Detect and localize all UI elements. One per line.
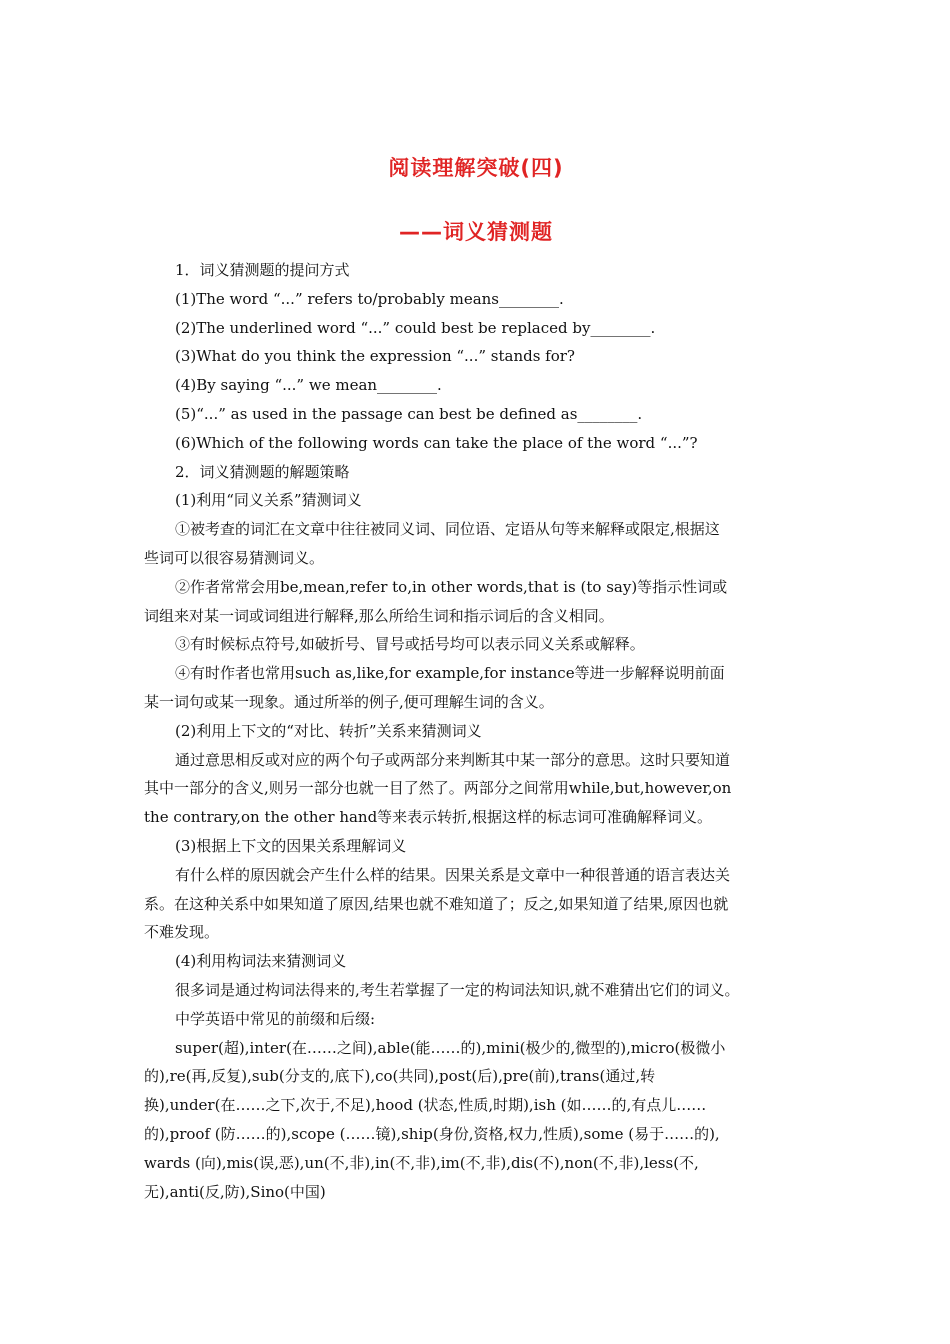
text-line: (3)根据上下文的因果关系理解词义 xyxy=(175,836,407,855)
text-line: 不难发现。 xyxy=(144,923,220,942)
text-line: 很多词是通过构词法得来的,考生若掌握了一定的构词法知识,就不难猜出它们的词义。 xyxy=(175,980,740,999)
text-line: 的),re(再,反复),sub(分支的,底下),co(共同),post(后),pre(前),trans(通过,转 xyxy=(144,1067,656,1086)
text-line: 通过意思相反或对应的两个句子或两部分来判断其中某一部分的意思。这时只要知道 xyxy=(175,750,731,769)
page-subtitle: ——词义猜测题 xyxy=(399,220,553,244)
document-page xyxy=(144,0,808,1344)
text-line: (2)利用上下文的“对比、转折”关系来猜测词义 xyxy=(175,721,482,740)
text-line: the contrary,on the other hand等来表示转折,根据这样的标志词可准确解释词义。 xyxy=(144,808,712,827)
text-line: (1)The word “...” refers to/probably means________. xyxy=(175,289,564,308)
text-line: 2．词义猜测题的解题策略 xyxy=(175,462,350,481)
page-title: 阅读理解突破(四) xyxy=(388,156,564,180)
document-body xyxy=(144,256,808,1206)
text-line: 词组来对某一词或词组进行解释,那么所给生词和指示词后的含义相同。 xyxy=(144,606,614,625)
text-line: 无),anti(反,防),Sino(中国) xyxy=(144,1182,326,1201)
text-line: (3)What do you think the expression “...” stands for? xyxy=(175,347,575,366)
text-line: 有什么样的原因就会产生什么样的结果。因果关系是文章中一种很普通的语言表达关 xyxy=(175,865,731,884)
text-line: wards (向),mis(误,恶),un(不,非),in(不,非),im(不,非),dis(不),non(不,非),less(不, xyxy=(144,1153,699,1172)
text-line: ②作者常常会用be,mean,refer to,in other words,that is (to say)等指示性词或 xyxy=(175,577,728,596)
text-line: 某一词句或某一现象。通过所举的例子,便可理解生词的含义。 xyxy=(144,692,554,711)
text-line: 中学英语中常见的前缀和后缀: xyxy=(175,1009,376,1028)
text-line: 1．词义猜测题的提问方式 xyxy=(175,261,350,279)
text-line: super(超),inter(在……之间),able(能……的),mini(极少的,微型的),micro(极微小 xyxy=(175,1038,726,1057)
text-line: (5)“...” as used in the passage can best be defined as________. xyxy=(175,404,643,423)
text-line: (4)By saying “...” we mean________. xyxy=(175,376,442,395)
text-line: 换),under(在……之下,次于,不足),hood (状态,性质,时期),ish (如……的,有点儿…… xyxy=(144,1096,707,1115)
text-line: 系。在这种关系中如果知道了原因,结果也就不难知道了；反之,如果知道了结果,原因也就 xyxy=(144,894,729,913)
text-line: (2)The underlined word “...” could best be replaced by________. xyxy=(175,318,656,337)
text-line: 其中一部分的含义,则另一部分也就一目了然了。两部分之间常用while,but,however,on xyxy=(144,779,732,798)
text-line: ④有时作者也常用such as,like,for example,for instance等进一步解释说明前面 xyxy=(175,664,725,683)
text-line: 的),proof (防……的),scope (……镜),ship(身份,资格,权力,性质),some (易于……的), xyxy=(144,1124,720,1143)
text-line: (6)Which of the following words can take the place of the word “...”? xyxy=(175,433,698,452)
text-line: (1)利用“同义关系”猜测词义 xyxy=(175,491,362,510)
text-line: ①被考查的词汇在文章中往往被同义词、同位语、定语从句等来解释或限定,根据这 xyxy=(175,520,720,539)
text-line: ③有时候标点符号,如破折号、冒号或括号均可以表示同义关系或解释。 xyxy=(175,635,645,654)
text-line: (4)利用构词法来猜测词义 xyxy=(175,952,347,971)
text-line: 些词可以很容易猜测词义。 xyxy=(144,548,325,567)
